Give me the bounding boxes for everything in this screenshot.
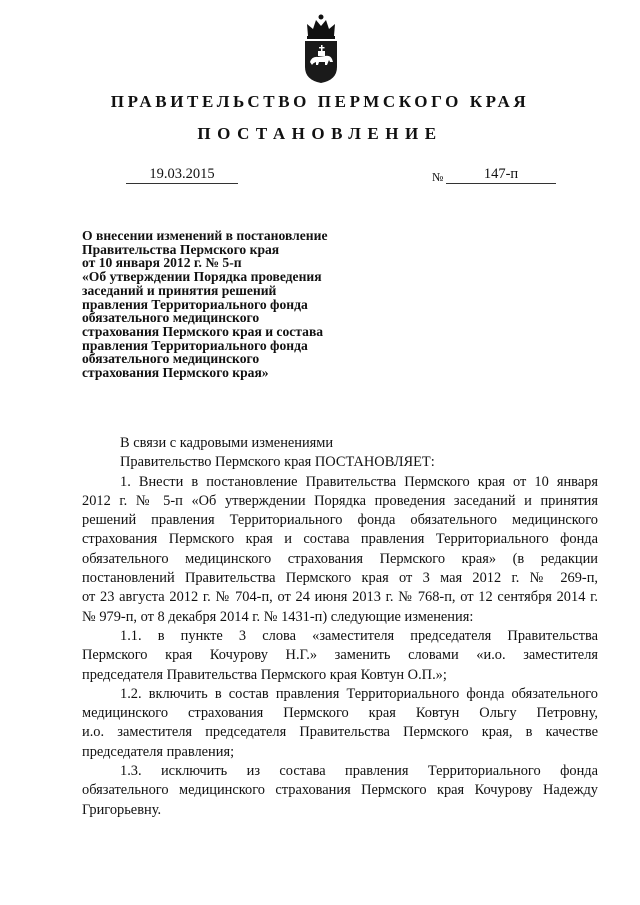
subject-line: О внесении изменений в постановление — [82, 228, 328, 243]
paragraph-1-line: страхования Пермского края и состава правления Территориального фонда — [82, 531, 598, 548]
subject-line: страхования Пермского края» — [82, 365, 269, 381]
paragraph-1-line: 1. Внести в постановление Правительства Пермского края от 10 января — [120, 473, 598, 490]
number-sign: № — [432, 170, 444, 184]
document-date: 19.03.2015 — [126, 165, 238, 184]
paragraph-1-2-line: медицинского страхования Пермского края Ковтун Ольгу Петровну, — [82, 705, 598, 722]
paragraph-1-1-line: председателя Правительства Пермского края Ковтун О.П.»; — [82, 666, 447, 683]
paragraph-1-line: решений правления Территориального фонда обязательного медицинского — [82, 512, 598, 529]
paragraph-1-1-line: 1.1. в пункте 3 слова «заместителя председателя Правительства — [120, 627, 598, 644]
paragraph-1-line: постановлений Правительства Пермского края от 3 мая 2012 г. № 269-п, — [82, 570, 598, 587]
paragraph-1-2-line: 1.2. включить в состав правления Территориального фонда обязательного — [120, 685, 598, 702]
paragraph-1-line: от 23 августа 2012 г. № 704-п, от 24 июня 2013 г. № 768-п, от 12 сентября 2014 г. — [82, 589, 598, 606]
subject-line: правления Территориального фонда — [82, 296, 308, 312]
paragraph-1-2-line: и.о. заместителя председателя Правительства Пермского края, в качестве — [82, 724, 598, 741]
government-title: ПРАВИТЕЛЬСТВО ПЕРМСКОГО КРАЯ — [110, 92, 530, 111]
paragraph-1-line: обязательного медицинского страхования Пермского края» (в редакции — [82, 550, 598, 567]
subject-line: правления Территориального фонда — [82, 337, 308, 353]
document-subject — [82, 229, 382, 380]
subject-line: Правительства Пермского края — [82, 241, 280, 257]
paragraph-1-1-line: Пермского края Кочурову Н.Г.» заменить словами «и.о. заместителя — [82, 647, 598, 664]
subject-line: «Об утверждении Порядка проведения — [82, 269, 322, 285]
subject-line: обязательного медицинского — [82, 351, 260, 367]
subject-line: заседаний и принятия решений — [82, 282, 277, 298]
document-body — [82, 434, 598, 820]
paragraph-1-3-line: обязательного медицинского страхования Пермского края Кочурову Надежду — [82, 782, 598, 799]
paragraph-1-line: 2012 г. № 5-п «Об утверждении Порядка проведения заседаний и принятия — [82, 492, 598, 509]
subject-line: обязательного медицинского — [82, 310, 260, 326]
preamble-line: В связи с кадровыми изменениями — [120, 435, 334, 451]
perm-krai-coat-of-arms-icon — [299, 12, 343, 84]
decree-line: Правительство Пермского края ПОСТАНОВЛЯЕТ: — [120, 454, 435, 471]
document-type: ПОСТАНОВЛЕНИЕ — [197, 124, 443, 143]
paragraph-1-3-line: 1.3. исключить из состава правления Территориального фонда — [120, 763, 598, 780]
subject-line: от 10 января 2012 г. № 5-п — [82, 255, 242, 271]
subject-line: страхования Пермского края и состава — [82, 323, 324, 339]
paragraph-1-line: № 979-п, от 8 декабря 2014 г. № 1431-п) следующие изменения: — [82, 608, 474, 625]
paragraph-1-3-line: Григорьевну. — [82, 801, 162, 818]
document-number: 147-п — [446, 165, 556, 184]
paragraph-1-2-line: председателя правления; — [82, 743, 235, 760]
